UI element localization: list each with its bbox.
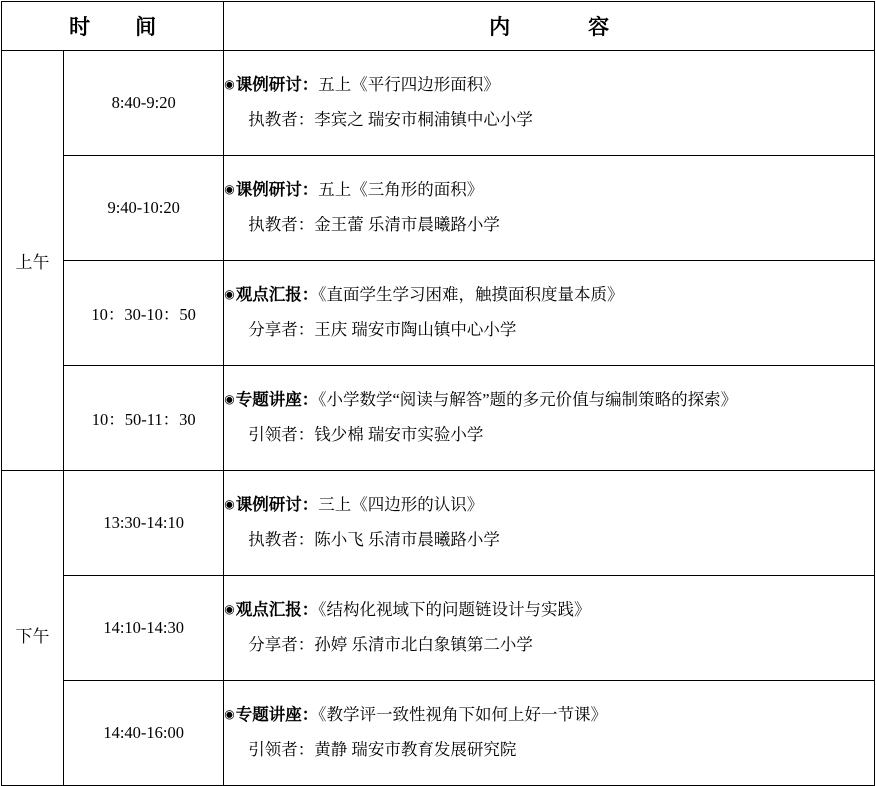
bullet-icon: ◉ [224,287,235,302]
session-presenter-line [224,526,874,555]
bullet-icon: ◉ [224,497,235,512]
presenter-role: 分享者： [248,320,315,339]
time-cell: 9:40-10:20 [64,156,224,261]
session-kind: 课例研讨： [235,75,319,95]
presenter-name: 金王蕾 乐清市晨曦路小学 [314,215,500,234]
content-cell [224,156,875,261]
presenter-role: 引领者： [248,425,315,444]
session-title: 五上《平行四边形面积》 [318,75,500,95]
session-title-line [224,386,874,415]
presenter-name: 黄静 瑞安市教育发展研究院 [314,740,517,759]
bullet-icon: ◉ [224,602,235,617]
table-row [2,261,875,366]
session-presenter-line [224,631,874,660]
content-cell [224,576,875,681]
session-presenter-line [224,316,874,345]
session-kind: 观点汇报： [235,285,319,305]
presenter-name: 王庆 瑞安市陶山镇中心小学 [314,320,517,339]
content-cell [224,51,875,156]
presenter-name: 李宾之 瑞安市桐浦镇中心小学 [314,110,533,129]
bullet-icon: ◉ [224,182,235,197]
presenter-role: 执教者： [248,530,315,549]
table-row [2,681,875,786]
session-presenter-line [224,106,874,135]
session-kind: 课例研讨： [235,180,319,200]
table-row [2,576,875,681]
time-cell: 14:40-16:00 [64,681,224,786]
time-cell: 13:30-14:10 [64,471,224,576]
session-title-line [224,491,874,520]
session-title: 《直面学生学习困难，触摸面积度量本质》 [318,285,624,305]
session-kind: 观点汇报： [235,600,319,620]
table-body [2,51,875,786]
table-row [2,471,875,576]
period-afternoon: 下午 [2,471,64,786]
session-presenter-line [224,736,874,765]
presenter-role: 执教者： [248,110,315,129]
session-kind: 专题讲座： [235,705,319,725]
session-title-line [224,71,874,100]
table-header [2,2,875,51]
presenter-role: 引领者： [248,740,315,759]
content-cell [224,471,875,576]
bullet-icon: ◉ [224,707,235,722]
session-title: 五上《三角形的面积》 [318,180,484,200]
session-title-line [224,596,874,625]
period-morning: 上午 [2,51,64,471]
content-cell [224,681,875,786]
session-title: 《结构化视域下的问题链设计与实践》 [318,600,591,620]
session-presenter-line [224,211,874,240]
time-cell: 10：30-10：50 [64,261,224,366]
presenter-role: 分享者： [248,635,315,654]
session-kind: 课例研讨： [235,495,319,515]
table-row [2,51,875,156]
bullet-icon: ◉ [224,77,235,92]
session-title: 《小学数学“阅读与解答”题的多元价值与编制策略的探索》 [318,390,738,410]
content-cell [224,366,875,471]
content-cell [224,261,875,366]
session-title: 《教学评一致性视角下如何上好一节课》 [318,705,607,725]
schedule-table [1,1,875,786]
bullet-icon: ◉ [224,392,235,407]
header-row [2,2,875,51]
presenter-name: 钱少棉 瑞安市实验小学 [314,425,484,444]
table-row [2,366,875,471]
session-title-line [224,176,874,205]
session-title-line [224,701,874,730]
session-kind: 专题讲座： [235,390,319,410]
presenter-name: 陈小飞 乐清市晨曦路小学 [314,530,500,549]
presenter-role: 执教者： [248,215,315,234]
time-cell: 8:40-9:20 [64,51,224,156]
session-title: 三上《四边形的认识》 [318,495,484,515]
session-title-line [224,281,874,310]
time-cell: 10：50-11：30 [64,366,224,471]
time-cell: 14:10-14:30 [64,576,224,681]
presenter-name: 孙婷 乐清市北白象镇第二小学 [314,635,533,654]
session-presenter-line [224,421,874,450]
table-row [2,156,875,261]
header-time: 时 间 [2,2,224,51]
header-content: 内 容 [224,2,875,51]
